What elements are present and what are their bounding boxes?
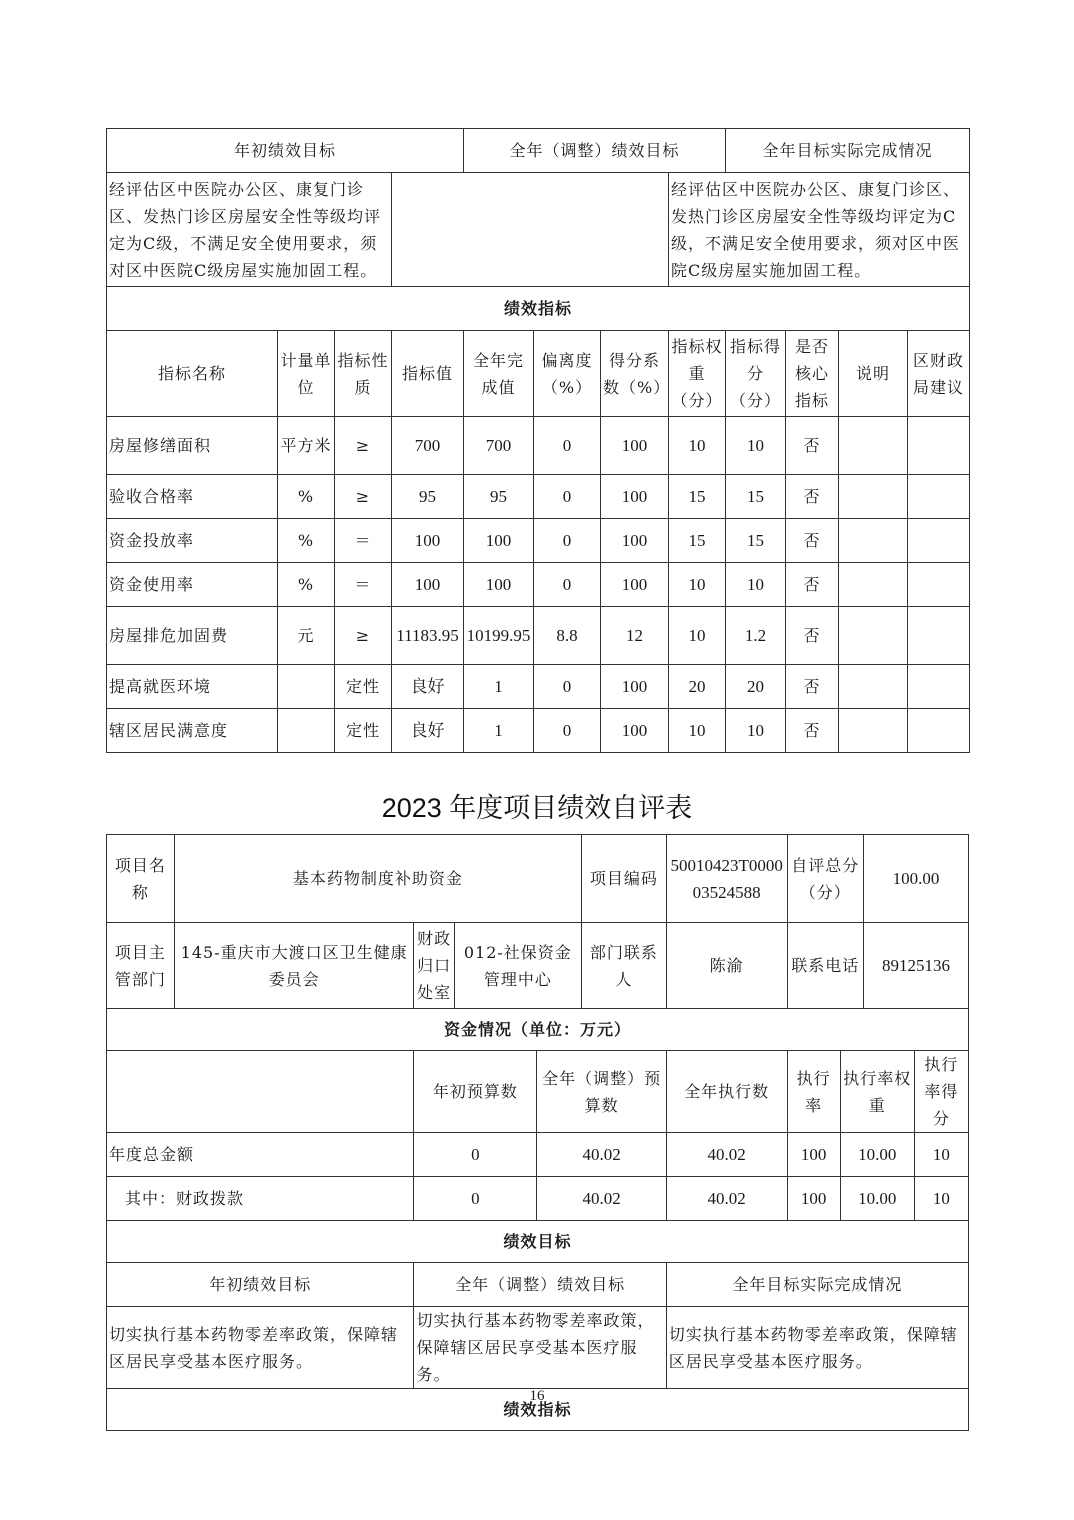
- funds-col-rate-weight: 执行率权重: [840, 1051, 914, 1133]
- indicator-unit: %: [278, 563, 335, 607]
- dept-label: 项目主管部门: [107, 923, 175, 1009]
- goals-title-row: [107, 1221, 969, 1263]
- funds-header-row: [107, 1051, 969, 1133]
- indicator-deviation: 0: [534, 475, 601, 519]
- indicator-advice: [908, 475, 970, 519]
- indicator-row: [107, 607, 970, 665]
- indicators-title: 绩效指标: [107, 287, 970, 331]
- funds-body: [107, 1133, 969, 1221]
- indicator-deviation: 0: [534, 519, 601, 563]
- project-name: 基本药物制度补助资金: [174, 835, 581, 923]
- funds-col-rate: 执行率: [787, 1051, 840, 1133]
- indicator-nature: ≥: [335, 607, 392, 665]
- goal-adjusted-text: [392, 173, 669, 287]
- col-header-target: 指标值: [392, 331, 464, 417]
- funds-initial: 0: [414, 1133, 537, 1177]
- indicator-weight: 15: [669, 519, 726, 563]
- col-header-unit: 计量单位: [278, 331, 335, 417]
- funds-initial: 0: [414, 1177, 537, 1221]
- indicator-nature: ≥: [335, 417, 392, 475]
- indicator-coefficient: 100: [601, 475, 669, 519]
- indicator-note: [839, 475, 908, 519]
- finance-office-value: 012-社保资金管理中心: [454, 923, 581, 1009]
- funds-title: 资金情况（单位：万元）: [107, 1009, 969, 1051]
- col-header-completed: 全年完成值: [464, 331, 534, 417]
- indicator-deviation: 8.8: [534, 607, 601, 665]
- indicator-coefficient: 100: [601, 709, 669, 753]
- funds-label: 其中：财政拨款: [107, 1177, 414, 1221]
- goals-header-adjusted: 全年（调整）绩效目标: [464, 129, 726, 173]
- goal-actual-text: 经评估区中医院办公区、康复门诊区、发热门诊区房屋安全性等级均评定为C级，不满足安全使用要求，须对区中医院C级房屋实施加固工程。: [669, 173, 970, 287]
- indicator-advice: [908, 563, 970, 607]
- funds-adjusted: 40.02: [537, 1177, 666, 1221]
- indicator-completed: 95: [464, 475, 534, 519]
- funds-rate-weight: 10.00: [840, 1177, 914, 1221]
- page-title: 2023 年度项目绩效自评表: [381, 793, 693, 823]
- indicator-weight: 10: [669, 417, 726, 475]
- indicator-note: [839, 607, 908, 665]
- indicator-name: 资金使用率: [107, 563, 278, 607]
- col-header-advice: 区财政局建议: [908, 331, 970, 417]
- indicator-note: [839, 665, 908, 709]
- indicator-score: 10: [726, 417, 786, 475]
- funds-row: [107, 1133, 969, 1177]
- col-header-weight: 指标权重（分）: [669, 331, 726, 417]
- indicator-unit: 平方米: [278, 417, 335, 475]
- indicator-nature: ＝: [335, 563, 392, 607]
- indicator-core: 否: [786, 519, 839, 563]
- indicator-nature: 定性: [335, 709, 392, 753]
- indicator-deviation: 0: [534, 417, 601, 475]
- indicators-title-2: 绩效指标: [107, 1389, 969, 1431]
- indicator-score: 10: [726, 709, 786, 753]
- col-header-deviation: 偏离度（%）: [534, 331, 601, 417]
- indicator-deviation: 0: [534, 709, 601, 753]
- indicator-target: 100: [392, 563, 464, 607]
- indicator-advice: [908, 665, 970, 709]
- indicator-nature: ＝: [335, 519, 392, 563]
- indicator-advice: [908, 417, 970, 475]
- indicator-nature: 定性: [335, 665, 392, 709]
- indicator-weight: 20: [669, 665, 726, 709]
- indicator-unit: 元: [278, 607, 335, 665]
- goal-initial-text: 经评估区中医院办公区、康复门诊区、发热门诊区房屋安全性等级均评定为C级，不满足安全使用要求，须对区中医院C级房屋实施加固工程。: [107, 173, 392, 287]
- indicator-core: 否: [786, 709, 839, 753]
- col-header-nature: 指标性质: [335, 331, 392, 417]
- goal2-adjusted-text: 切实执行基本药物零差率政策，保障辖区居民享受基本医疗服务。: [414, 1307, 666, 1389]
- indicator-target: 良好: [392, 665, 464, 709]
- indicator-core: 否: [786, 563, 839, 607]
- self-score-label: 自评总分（分）: [787, 835, 863, 923]
- goals2-header-adjusted: 全年（调整）绩效目标: [414, 1263, 666, 1307]
- indicator-target: 11183.95: [392, 607, 464, 665]
- goal2-actual-text: 切实执行基本药物零差率政策，保障辖区居民享受基本医疗服务。: [666, 1307, 968, 1389]
- col-header-score: 指标得分（分）: [726, 331, 786, 417]
- indicator-coefficient: 100: [601, 665, 669, 709]
- indicator-note: [839, 519, 908, 563]
- indicator-name: 验收合格率: [107, 475, 278, 519]
- project-dept-row: [107, 923, 969, 1009]
- phone-label: 联系电话: [787, 923, 863, 1009]
- col-header-name: 指标名称: [107, 331, 278, 417]
- indicator-advice: [908, 709, 970, 753]
- funds-executed: 40.02: [666, 1177, 787, 1221]
- performance-table-continued: [106, 128, 970, 753]
- indicators-body: [107, 417, 970, 753]
- indicators-title-row: [107, 287, 970, 331]
- indicator-target: 良好: [392, 709, 464, 753]
- indicator-score: 15: [726, 519, 786, 563]
- funds-rate: 100: [787, 1133, 840, 1177]
- indicator-core: 否: [786, 607, 839, 665]
- indicator-row: [107, 475, 970, 519]
- goals-values-row: [107, 173, 970, 287]
- indicator-row: [107, 519, 970, 563]
- indicator-score: 10: [726, 563, 786, 607]
- indicator-unit: %: [278, 475, 335, 519]
- self-score: 100.00: [863, 835, 968, 923]
- indicator-weight: 10: [669, 709, 726, 753]
- col-header-coefficient: 得分系数（%）: [601, 331, 669, 417]
- indicator-note: [839, 417, 908, 475]
- indicator-completed: 10199.95: [464, 607, 534, 665]
- indicator-name: 提高就医环境: [107, 665, 278, 709]
- indicator-unit: [278, 709, 335, 753]
- indicator-deviation: 0: [534, 665, 601, 709]
- indicator-row: [107, 665, 970, 709]
- funds-col-blank: [107, 1051, 414, 1133]
- funds-rate-score: 10: [914, 1177, 968, 1221]
- indicator-target: 700: [392, 417, 464, 475]
- indicator-row: [107, 709, 970, 753]
- indicator-name: 房屋排危加固费: [107, 607, 278, 665]
- indicator-completed: 100: [464, 519, 534, 563]
- goals-values-row-2: [107, 1307, 969, 1389]
- funds-label: 年度总金额: [107, 1133, 414, 1177]
- indicators-header-row: [107, 331, 970, 417]
- indicator-completed: 700: [464, 417, 534, 475]
- indicator-coefficient: 100: [601, 563, 669, 607]
- finance-office-label: 财政归口处室: [414, 923, 454, 1009]
- col-header-core: 是否核心指标: [786, 331, 839, 417]
- indicator-nature: ≥: [335, 475, 392, 519]
- project-self-eval-table: [106, 834, 969, 1431]
- indicator-completed: 100: [464, 563, 534, 607]
- indicator-score: 1.2: [726, 607, 786, 665]
- funds-adjusted: 40.02: [537, 1133, 666, 1177]
- indicator-score: 20: [726, 665, 786, 709]
- col-header-note: 说明: [839, 331, 908, 417]
- indicator-unit: %: [278, 519, 335, 563]
- indicator-advice: [908, 607, 970, 665]
- funds-col-initial: 年初预算数: [414, 1051, 537, 1133]
- funds-col-rate-score: 执行率得分: [914, 1051, 968, 1133]
- goals-header-initial: 年初绩效目标: [107, 129, 464, 173]
- dept-value: 145-重庆市大渡口区卫生健康委员会: [174, 923, 414, 1009]
- indicator-coefficient: 100: [601, 519, 669, 563]
- indicator-row: [107, 563, 970, 607]
- project-code-label: 项目编码: [581, 835, 666, 923]
- indicator-core: 否: [786, 417, 839, 475]
- project-name-label: 项目名称: [107, 835, 175, 923]
- funds-col-adjusted: 全年（调整）预算数: [537, 1051, 666, 1133]
- goals-header-row-2: [107, 1263, 969, 1307]
- page-number: 16: [529, 1388, 545, 1404]
- goals2-header-actual: 全年目标实际完成情况: [666, 1263, 968, 1307]
- phone-value: 89125136: [863, 923, 968, 1009]
- project-code: 50010423T000003524588: [666, 835, 787, 923]
- goals2-header-initial: 年初绩效目标: [107, 1263, 414, 1307]
- indicator-completed: 1: [464, 709, 534, 753]
- indicator-advice: [908, 519, 970, 563]
- funds-rate: 100: [787, 1177, 840, 1221]
- indicator-target: 100: [392, 519, 464, 563]
- goals-header-actual: 全年目标实际完成情况: [726, 129, 970, 173]
- goals-title: 绩效目标: [107, 1221, 969, 1263]
- indicator-score: 15: [726, 475, 786, 519]
- funds-rate-weight: 10.00: [840, 1133, 914, 1177]
- funds-executed: 40.02: [666, 1133, 787, 1177]
- indicator-note: [839, 563, 908, 607]
- indicator-core: 否: [786, 665, 839, 709]
- funds-col-executed: 全年执行数: [666, 1051, 787, 1133]
- funds-title-row: [107, 1009, 969, 1051]
- contact-label: 部门联系人: [581, 923, 666, 1009]
- indicator-weight: 15: [669, 475, 726, 519]
- indicator-note: [839, 709, 908, 753]
- indicator-weight: 10: [669, 563, 726, 607]
- contact-value: 陈渝: [666, 923, 787, 1009]
- indicator-name: 房屋修缮面积: [107, 417, 278, 475]
- indicator-name: 资金投放率: [107, 519, 278, 563]
- indicator-name: 辖区居民满意度: [107, 709, 278, 753]
- indicator-coefficient: 12: [601, 607, 669, 665]
- indicator-target: 95: [392, 475, 464, 519]
- funds-row: [107, 1177, 969, 1221]
- indicator-row: [107, 417, 970, 475]
- indicator-unit: [278, 665, 335, 709]
- goals-header-row: [107, 129, 970, 173]
- indicator-deviation: 0: [534, 563, 601, 607]
- indicator-completed: 1: [464, 665, 534, 709]
- indicator-weight: 10: [669, 607, 726, 665]
- indicator-coefficient: 100: [601, 417, 669, 475]
- funds-rate-score: 10: [914, 1133, 968, 1177]
- project-name-row: [107, 835, 969, 923]
- indicator-core: 否: [786, 475, 839, 519]
- goal2-initial-text: 切实执行基本药物零差率政策，保障辖区居民享受基本医疗服务。: [107, 1307, 414, 1389]
